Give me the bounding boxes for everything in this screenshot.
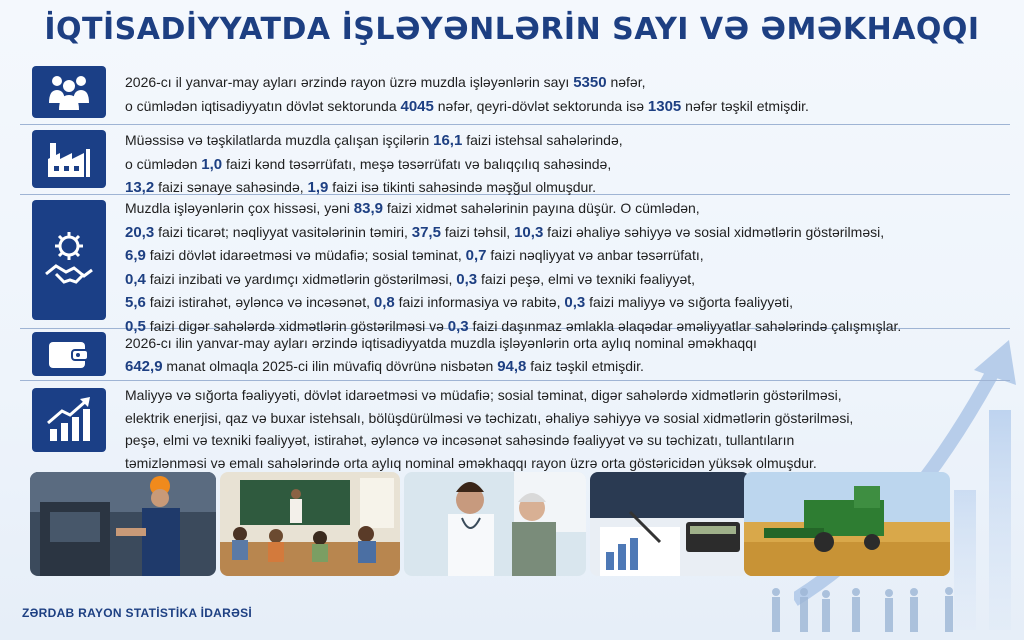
highlighted-value: 13,2 xyxy=(125,179,155,196)
text-segment: Muzdla işləyənlərin çox hissəsi, yəni xyxy=(125,200,354,216)
highlighted-value: 0,5 xyxy=(125,317,146,335)
highlighted-value: 5350 xyxy=(573,74,607,91)
highlighted-value: 20,3 xyxy=(125,223,155,241)
section-employment-count xyxy=(20,62,1010,125)
text-segment: Müəssisə və təşkilatlarda muzdla çalışan işçilərin xyxy=(125,132,434,148)
highlighted-value: 0,7 xyxy=(465,247,487,264)
growth-chart-icon xyxy=(32,388,106,452)
text-segment: nəfər, xyxy=(606,74,646,90)
text-segment: faizi peşə, elmi və texniki fəaliyyət, xyxy=(477,270,696,287)
text-segment: faizi əhaliyə səhiyyə və sosial xidmətlərin göstərilməsi, xyxy=(543,223,885,240)
text-line xyxy=(125,407,995,430)
text-segment: 2026-cı il yanvar-may ayları ərzində rayon üzrə muzdla işləyənlərin sayı xyxy=(125,74,574,90)
finance-calculator-photo xyxy=(590,472,750,576)
section-text xyxy=(125,197,995,338)
highlighted-value: 642,9 xyxy=(125,357,163,375)
section-text xyxy=(125,384,995,474)
highlighted-value: 37,5 xyxy=(411,223,441,241)
text-segment: elektrik enerjisi, qaz və buxar istehsalı, bölüşdürülməsi və təchizatı, əhaliyə səhiyyə və sosial xidmətlərin göstərilməsi, xyxy=(125,409,854,426)
highlighted-value: 94,8 xyxy=(497,357,527,375)
highlighted-value: 0,4 xyxy=(125,270,146,288)
text-segment: Maliyyə və sığorta fəaliyyəti, dövlət idarəetməsi və müdafiə; sosial təminat, digər sahələrdə xidmətlərin göstərilməsi, xyxy=(125,387,842,403)
highlighted-value: 0,3 xyxy=(456,270,478,288)
text-segment: faizi ticarət; nəqliyyat vasitələrinin təmiri, xyxy=(154,223,412,240)
text-segment: nəfər, qeyri-dövlət sektorunda isə xyxy=(433,97,648,114)
wallet-icon xyxy=(32,332,106,376)
text-line xyxy=(125,95,995,119)
combine-harvester-photo xyxy=(744,472,950,576)
text-segment: faizi təhsil, xyxy=(440,223,515,240)
text-segment: faizi xidmət sahələrinin payına düşür. O cümlədən, xyxy=(382,200,700,216)
people-silhouettes-decoration xyxy=(764,584,964,634)
text-line xyxy=(125,71,995,95)
text-line xyxy=(125,197,995,221)
text-line xyxy=(125,291,995,315)
factory-icon xyxy=(32,130,106,188)
photo-strip xyxy=(30,472,960,576)
text-segment: nəfər təşkil etmişdir. xyxy=(681,97,809,114)
highlighted-value: 5,6 xyxy=(125,294,146,311)
text-segment: faizi dövlət idarəetməsi və müdafiə; sosial təminat, xyxy=(145,247,466,263)
section-text xyxy=(125,332,995,378)
text-segment: peşə, elmi və texniki fəaliyyət, istirahət, əyləncə və incəsənət sahəsində fəaliyyət və su təchizatı, tullantıların xyxy=(125,432,795,448)
text-segment: faizi informasiya və rabitə, xyxy=(394,294,565,310)
text-segment: faiz təşkil etmişdir. xyxy=(526,357,644,374)
text-line xyxy=(125,332,995,355)
text-segment: faizi istirahət, əyləncə və incəsənət, xyxy=(145,294,374,310)
services-handshake-icon xyxy=(32,200,106,320)
text-line xyxy=(125,452,995,475)
text-line xyxy=(125,355,995,379)
text-segment: faizi nəqliyyat və anbar təsərrüfatı, xyxy=(486,247,704,263)
section-text xyxy=(125,71,995,118)
text-line xyxy=(125,129,995,153)
highlighted-value: 10,3 xyxy=(514,223,544,241)
highlighted-value: 1,0 xyxy=(201,155,223,173)
text-segment: faizi isə tikinti sahəsində məşğul olmuşdur. xyxy=(328,179,597,195)
text-segment: faizi inzibati və yardımçı xidmətlərin göstərilməsi, xyxy=(145,270,457,287)
text-segment: faizi daşınmaz əmlakla əlaqədar əməliyyatlar sahələrində çalışmışlar. xyxy=(468,317,902,334)
text-segment: o cümlədən xyxy=(125,155,202,172)
text-line xyxy=(125,244,995,268)
text-line xyxy=(125,429,995,452)
highlighted-value: 83,9 xyxy=(353,200,383,217)
highlighted-value: 0,3 xyxy=(447,317,469,335)
text-segment: faizi istehsal sahələrində, xyxy=(462,132,623,148)
text-segment: faizi kənd təsərrüfatı, meşə təsərrüfatı və balıqçılıq sahəsində, xyxy=(222,155,612,172)
text-segment: o cümlədən iqtisadiyyatın dövlət sektorunda xyxy=(125,97,401,114)
highlighted-value: 1305 xyxy=(647,97,682,115)
factory-worker-photo xyxy=(30,472,216,576)
text-segment: 2026-cı ilin yanvar-may ayları ərzində iqtisadiyyatda muzdla işləyənlərin orta aylıq nominal əməkhaqqı xyxy=(125,335,757,351)
highlighted-value: 6,9 xyxy=(125,247,146,264)
classroom-photo xyxy=(220,472,400,576)
text-segment: manat olmaqla 2025-ci ilin müvafiq dövrünə nisbətən xyxy=(162,357,498,374)
text-segment: faizi digər sahələrdə xidmətlərin göstərilməsi və xyxy=(145,317,448,334)
text-segment: təmizlənməsi və emalı sahələrində orta aylıq nominal əməkhaqqı rayon üzrə orta göstəricidən yüksək olmuşdur. xyxy=(125,454,817,471)
highlighted-value: 16,1 xyxy=(433,132,463,149)
highlighted-value: 4045 xyxy=(400,97,434,115)
section-services-breakdown xyxy=(20,194,1010,335)
highlighted-value: 0,3 xyxy=(564,294,586,311)
highlighted-value: 0,8 xyxy=(373,294,395,311)
section-above-average-sectors xyxy=(20,380,1010,471)
text-line xyxy=(125,268,995,292)
people-icon xyxy=(32,66,106,118)
text-line xyxy=(125,153,995,177)
healthcare-photo xyxy=(404,472,586,576)
section-average-wage xyxy=(20,328,1010,381)
page-title: İQTİSADİYYATDA İŞLƏYƏNLƏRİN SAYI VƏ ƏMƏKHAQQI xyxy=(44,12,980,47)
text-line xyxy=(125,384,995,407)
highlighted-value: 1,9 xyxy=(307,179,329,196)
text-segment: faizi sənaye sahəsində, xyxy=(154,179,308,195)
section-text xyxy=(125,129,995,200)
text-line xyxy=(125,221,995,245)
footer-organization: ZƏRDAB RAYON STATİSTİKA İDARƏSİ xyxy=(22,606,253,620)
section-production-sectors xyxy=(20,124,1010,195)
text-segment: faizi maliyyə və sığorta fəaliyyəti, xyxy=(585,294,793,310)
